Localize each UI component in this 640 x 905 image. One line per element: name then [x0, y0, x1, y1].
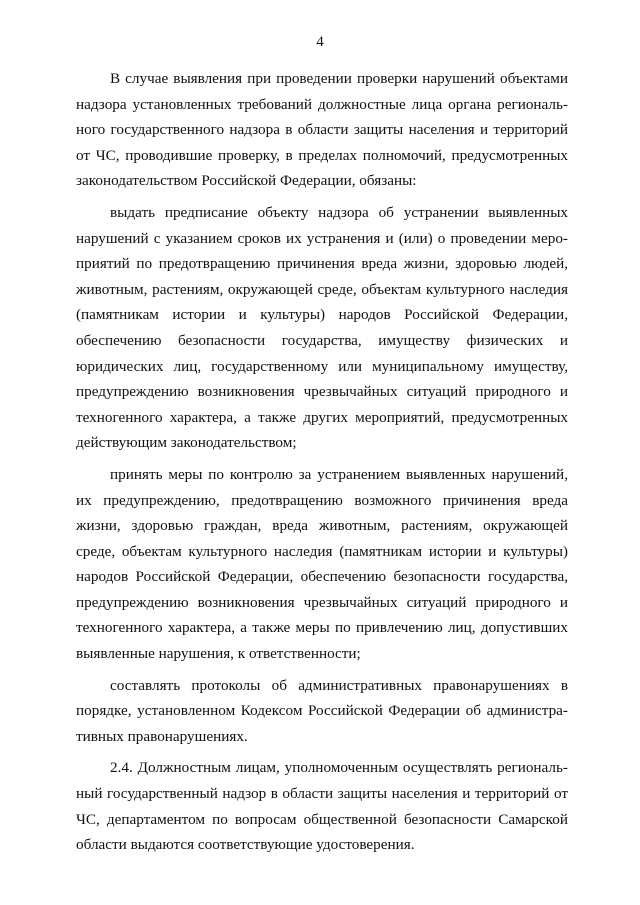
paragraph-violations-intro: В случае выявления при проведении проверки нарушений объектами надзора установленных требований должностные лица органа региональ-ного государственного надзора в области защиты населения и территорий от ЧС, проводившие проверку, в пределах полномочий, предусмотренных законодательством Российской Федерации, обязаны:	[76, 70, 568, 190]
page-number: 4	[316, 34, 324, 50]
paragraph-take-measures: принять меры по контролю за устранением выявленных нарушений, их предупреждению, предотвращению возможного причинения вреда жизни, здоровью граждан, вреда животным, растениям, окружающей среде, объектам культурного наследия (памятникам истории и культуры) народов Российской Федерации, обеспечению безопасности государства, предупреждению возникновения чрезвычайных ситуаций природного и техногенного характера, а также меры по привлечению лиц, допустивших выявленные нарушения, к ответственности;	[76, 465, 568, 663]
document-body	[76, 66, 568, 858]
paragraph-draw-protocols: составлять протоколы об административных правонарушениях в порядке, установленном Кодексом Российской Федерации об администра-тивных правонарушениях.	[76, 676, 568, 745]
paragraph-section-2-4: 2.4. Должностным лицам, уполномоченным осуществлять региональ-ный государственный надзор в области защиты населения и территорий от ЧС, департаментом по вопросам общественной безопасности Самарской области выдаются соответствующие удостоверения.	[76, 759, 568, 854]
paragraph-issue-order: выдать предписание объекту надзора об устранении выявленных нарушений с указанием сроков их устранения и (или) о проведении меро-приятий по предотвращению причинения вреда жизни, здоровью людей, животным, растениям, окружающей среде, объектам культурного наследия (памятникам истории и культуры) народов Российской Федерации, обеспечению безопасности государства, имуществу физических и юридических лиц, государственному или муниципальному имуществу, предупреждению возникновения чрезвычайных ситуаций природного и техногенного характера, а также других мероприятий, предусмотренных действующим законодательством;	[76, 203, 568, 452]
